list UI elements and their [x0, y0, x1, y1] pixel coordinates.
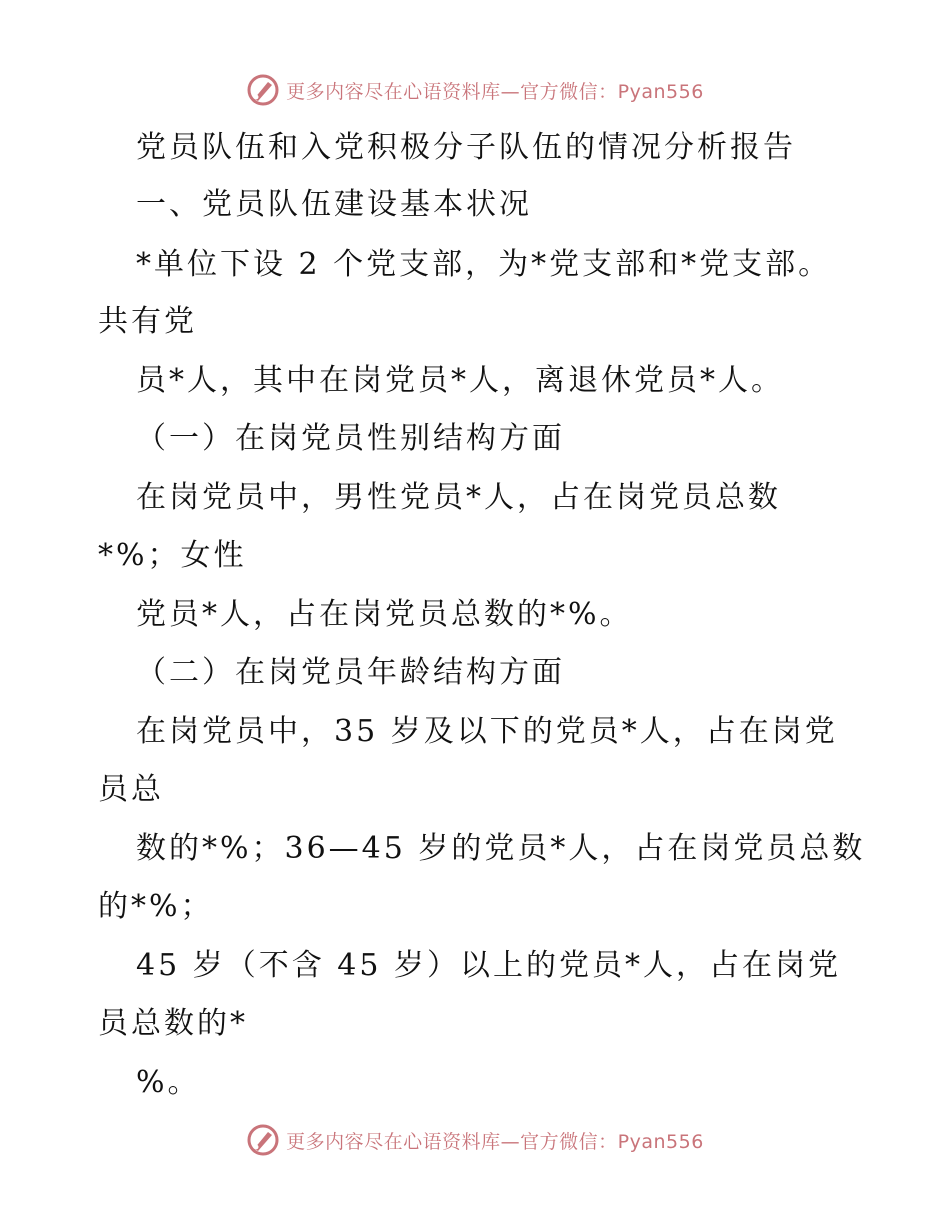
paragraph-line: 员总数的* — [98, 1006, 248, 1041]
section-heading: 一、党员队伍建设基本状况 — [136, 187, 532, 222]
subsection-heading: （二）在岗党员年龄结构方面 — [136, 655, 565, 690]
paragraph-line: 数的*%；36—45 岁的党员*人，占在岗党员总数 — [136, 831, 866, 866]
paragraph-line: *%；女性 — [98, 538, 247, 573]
paragraph-line: 员*人，其中在岗党员*人，离退休党员*人。 — [136, 363, 784, 398]
paragraph-line: 员总 — [98, 772, 164, 807]
subsection-heading: （一）在岗党员性别结构方面 — [136, 421, 565, 456]
paragraph-line: %。 — [136, 1065, 201, 1100]
paragraph-line: 在岗党员中，35 岁及以下的党员*人，占在岗党 — [136, 714, 838, 749]
paragraph-line: 在岗党员中，男性党员*人，占在岗党员总数 — [136, 480, 781, 515]
paragraph-line: *单位下设 2 个党支部，为*党支部和*党支部。 — [136, 247, 832, 282]
quill-logo-icon — [246, 73, 280, 107]
watermark-header — [0, 70, 950, 110]
quill-logo-icon — [246, 1123, 280, 1157]
paragraph-line: 共有党 — [98, 304, 197, 339]
watermark-text: 更多内容尽在心语资料库—官方微信：Pyan556 — [286, 1130, 704, 1153]
document-title: 党员队伍和入党积极分子队伍的情况分析报告 — [136, 130, 796, 165]
paragraph-line: 45 岁（不含 45 岁）以上的党员*人，占在岗党 — [136, 948, 841, 983]
paragraph-line: 的*%； — [98, 889, 214, 924]
paragraph-line: 党员*人，占在岗党员总数的*%。 — [136, 597, 633, 632]
watermark-text: 更多内容尽在心语资料库—官方微信：Pyan556 — [286, 80, 704, 103]
watermark-footer — [0, 1120, 950, 1160]
